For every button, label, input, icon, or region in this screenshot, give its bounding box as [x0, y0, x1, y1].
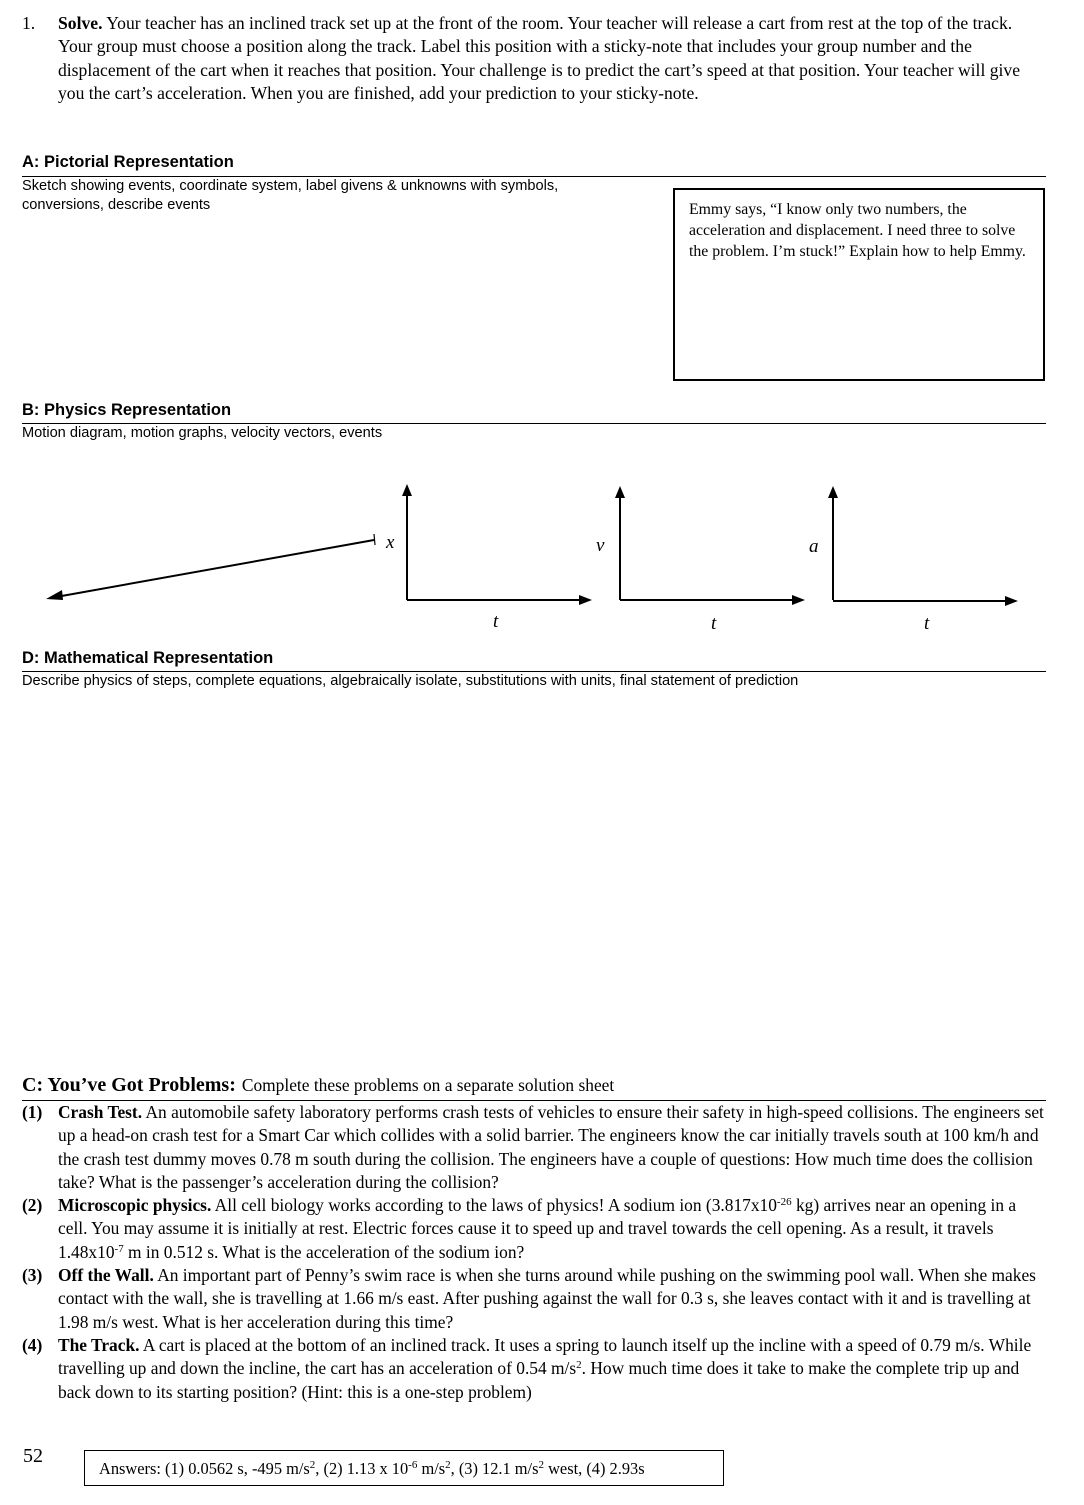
problem-title: Crash Test.: [58, 1102, 143, 1122]
t-axis-label-3: t: [924, 613, 930, 634]
problem-1: [22, 12, 1042, 106]
answer-text-5: west, (4) 2.93s: [544, 1459, 645, 1478]
problem-title: Off the Wall.: [58, 1265, 154, 1286]
exponent: 2: [309, 1459, 316, 1471]
problem-1-text: [58, 12, 1042, 106]
problem-off-the-wall: [22, 1264, 1044, 1334]
problem-microscopic-physics: [22, 1194, 1044, 1264]
v-axis-label: v: [596, 535, 605, 556]
section-d-description: Describe physics of steps, complete equations, algebraically isolate, substitutions with units, final statement of prediction: [22, 673, 799, 689]
exponent: 2: [445, 1459, 451, 1471]
section-c-description: Complete these problems on a separate solution sheet: [241, 1075, 615, 1095]
t-axis-label-2: t: [711, 613, 717, 634]
section-a-description: [22, 177, 558, 215]
problem-1-body: Your teacher has an inclined track set up at the front of the room. Your teacher will release a cart from rest at the top of the track. Your group must choose a position along the track. Label this position with a sticky-note that includes your group number and the displacement of the cart when it reaches that position. Your challenge is to predict the cart’s speed at that position. Your teacher will give you the cart’s acceleration. When you are finished, add your prediction to your sticky-note.: [58, 13, 1021, 104]
position-time-graph: [385, 484, 592, 632]
velocity-time-graph: [596, 486, 805, 634]
exponent: -7: [114, 1242, 124, 1255]
motion-diagram-and-graphs: [0, 470, 1084, 650]
problem-title: The Track.: [58, 1334, 140, 1355]
problem-number: (2): [22, 1195, 43, 1216]
problem-number: (4): [22, 1334, 43, 1355]
emmy-prompt-box: [673, 188, 1045, 381]
answers-box: [84, 1450, 724, 1486]
a-axis-label: a: [809, 536, 819, 557]
x-axis-label: x: [386, 532, 395, 553]
problem-number: (3): [22, 1265, 43, 1286]
answer-text-4: , (3) 12.1 m/s: [450, 1459, 539, 1478]
problem-text-a: All cell biology works according to the laws of physics! A sodium ion (3.817x10: [211, 1195, 777, 1216]
answer-text-3: m/s: [417, 1459, 446, 1478]
problem-the-track: [22, 1334, 1044, 1404]
problem-crash-test: [22, 1101, 1044, 1194]
emmy-prompt-text: Emmy says, “I know only two numbers, the acceleration and displacement. I need three to solve the problem. I’m stuck!” Explain how to help Emmy.: [689, 201, 1026, 260]
section-c-title: C: You’ve Got Problems:: [22, 1074, 236, 1096]
section-a-title: A: Pictorial Representation: [22, 153, 234, 171]
problem-text-b: kg) arrives near an opening in a cell. You may assume it is initially at rest. Electric forces cause it to speed up and travel towards the cell opening. As a result, it travels 1.48x10: [58, 1195, 1017, 1262]
problem-text-b: . How much time does it take to make the complete trip up and back down to its starting position? (Hint: this is a one-step problem): [58, 1358, 1020, 1402]
section-c-header: [22, 1074, 614, 1097]
track-arrow: [46, 534, 375, 600]
section-a-desc-line1: Sketch showing events, coordinate system, label givens & unknowns with symbols,: [22, 178, 559, 194]
section-a-desc-line2: conversions, describe events: [22, 197, 211, 213]
exponent: 2: [576, 1359, 582, 1372]
answer-text-1: Answers: (1) 0.0562 s, -495 m/s: [99, 1459, 310, 1478]
section-d-title: D: Mathematical Representation: [22, 649, 274, 667]
exponent: 2: [538, 1459, 544, 1471]
answer-text-2: , (2) 1.13 x 10: [315, 1459, 409, 1478]
problem-1-lead: Solve.: [58, 13, 103, 33]
exponent: -26: [776, 1196, 792, 1209]
problem-text: An automobile safety laboratory performs crash tests of vehicles to ensure their safety in high-speed collisions. The engineers set up a head-on crash test for a Smart Car which collides with a solid barrier. The engineers know the car initially travels south at 100 km/h and the crash test dummy moves 0.78 m south during the collision. The engineers have a couple of questions: How much time does the collision take? What is the passenger’s acceleration during the collision?: [58, 1102, 1044, 1192]
section-b-description: Motion diagram, motion graphs, velocity vectors, events: [22, 425, 383, 441]
problem-text-a: A cart is placed at the bottom of an inclined track. It uses a spring to launch itself up the incline with a speed of 0.79 m/s. While travelling up and down the incline, the cart has an acceleration of 0.54 m/s: [58, 1334, 1032, 1379]
problem-text-c: m in 0.512 s. What is the acceleration of the sodium ion?: [123, 1241, 525, 1262]
problem-title: Microscopic physics.: [58, 1195, 212, 1216]
page-number: 52: [23, 1445, 43, 1467]
section-b-title: B: Physics Representation: [22, 401, 232, 419]
problem-text: An important part of Penny’s swim race is when she turns around while pushing on the swimming pool wall. When she makes contact with the wall, she is travelling at 1.66 m/s east. After pushing against the wall for 0.3 s, she leaves contact with it and is travelling at 1.98 m/s west. What is her acceleration during this time?: [58, 1265, 1036, 1332]
acceleration-time-graph: [809, 486, 1018, 634]
problem-1-number: 1.: [22, 13, 36, 33]
problem-list: [22, 1101, 1044, 1404]
t-axis-label-1: t: [493, 611, 499, 632]
problem-number: (1): [22, 1102, 43, 1122]
exponent: -6: [408, 1459, 418, 1471]
